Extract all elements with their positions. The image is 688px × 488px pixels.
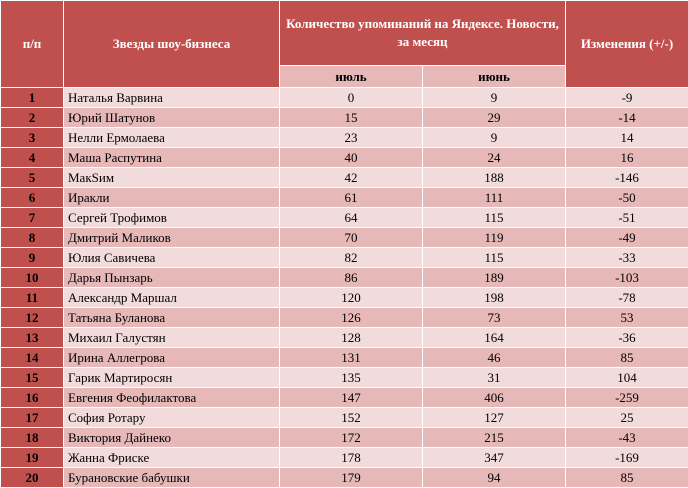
change-value: -50 [566,188,688,208]
change-value: -33 [566,248,688,268]
star-name: Нелли Ермолаева [64,128,280,148]
row-number: 6 [1,188,64,208]
table-row [1,408,688,428]
header-change: Изменения (+/-) [566,1,688,88]
july-count: 0 [280,88,423,108]
july-count: 23 [280,128,423,148]
row-number: 3 [1,128,64,148]
july-count: 152 [280,408,423,428]
june-count: 29 [423,108,566,128]
june-count: 189 [423,268,566,288]
table-row [1,268,688,288]
star-name: Жанна Фриске [64,448,280,468]
star-name: Иракли [64,188,280,208]
table-row [1,148,688,168]
june-count: 115 [423,208,566,228]
june-count: 31 [423,368,566,388]
row-number: 11 [1,288,64,308]
star-name: Наталья Варвина [64,88,280,108]
star-name: Маша Распутина [64,148,280,168]
star-name: Юрий Шатунов [64,108,280,128]
row-number: 4 [1,148,64,168]
june-count: 119 [423,228,566,248]
july-count: 172 [280,428,423,448]
july-count: 128 [280,328,423,348]
change-value: 85 [566,348,688,368]
row-number: 8 [1,228,64,248]
table-row [1,328,688,348]
star-name: Бурановские бабушки [64,468,280,488]
july-count: 135 [280,368,423,388]
row-number: 10 [1,268,64,288]
change-value: -51 [566,208,688,228]
table-row [1,448,688,468]
star-name: Юлия Савичева [64,248,280,268]
july-count: 64 [280,208,423,228]
row-number: 14 [1,348,64,368]
june-count: 198 [423,288,566,308]
june-count: 111 [423,188,566,208]
row-number: 12 [1,308,64,328]
july-count: 82 [280,248,423,268]
change-value: -14 [566,108,688,128]
star-name: Татьяна Буланова [64,308,280,328]
table-row [1,228,688,248]
star-name: Гарик Мартиросян [64,368,280,388]
table-row [1,308,688,328]
table-row [1,348,688,368]
change-value: 85 [566,468,688,488]
change-value: -78 [566,288,688,308]
june-count: 94 [423,468,566,488]
row-number: 20 [1,468,64,488]
june-count: 215 [423,428,566,448]
star-name: София Ротару [64,408,280,428]
change-value: -43 [566,428,688,448]
june-count: 188 [423,168,566,188]
june-count: 115 [423,248,566,268]
table-row [1,188,688,208]
july-count: 120 [280,288,423,308]
table-row [1,88,688,108]
header-july: июль [280,66,423,88]
star-name: Дарья Пынзарь [64,268,280,288]
row-number: 2 [1,108,64,128]
change-value: 25 [566,408,688,428]
table-row [1,288,688,308]
table-row [1,388,688,408]
change-value: -36 [566,328,688,348]
star-name: Дмитрий Маликов [64,228,280,248]
table-row [1,468,688,488]
change-value: 16 [566,148,688,168]
star-name: Виктория Дайнеко [64,428,280,448]
june-count: 24 [423,148,566,168]
star-name: Михаил Галустян [64,328,280,348]
table-row [1,128,688,148]
june-count: 9 [423,88,566,108]
july-count: 147 [280,388,423,408]
header-stars: Звезды шоу-бизнеса [64,1,280,88]
change-value: -259 [566,388,688,408]
june-count: 347 [423,448,566,468]
star-name: Евгения Феофилактова [64,388,280,408]
june-count: 164 [423,328,566,348]
change-value: -49 [566,228,688,248]
june-count: 127 [423,408,566,428]
change-value: 104 [566,368,688,388]
july-count: 40 [280,148,423,168]
row-number: 7 [1,208,64,228]
july-count: 178 [280,448,423,468]
star-name: Сергей Трофимов [64,208,280,228]
change-value: -169 [566,448,688,468]
header-june: июнь [423,66,566,88]
table-row [1,108,688,128]
row-number: 5 [1,168,64,188]
table-row [1,248,688,268]
july-count: 70 [280,228,423,248]
star-name: МакSим [64,168,280,188]
june-count: 46 [423,348,566,368]
july-count: 179 [280,468,423,488]
row-number: 15 [1,368,64,388]
header-mentions: Количество упоминаний на Яндексе. Новости, за месяц [280,1,566,66]
row-number: 17 [1,408,64,428]
july-count: 42 [280,168,423,188]
row-number: 16 [1,388,64,408]
table-row [1,368,688,388]
star-name: Александр Маршал [64,288,280,308]
change-value: -103 [566,268,688,288]
table-row [1,168,688,188]
star-name: Ирина Аллегрова [64,348,280,368]
change-value: -146 [566,168,688,188]
july-count: 15 [280,108,423,128]
july-count: 61 [280,188,423,208]
change-value: 14 [566,128,688,148]
july-count: 126 [280,308,423,328]
july-count: 86 [280,268,423,288]
header-number: п/п [1,1,64,88]
june-count: 73 [423,308,566,328]
table-row [1,428,688,448]
june-count: 406 [423,388,566,408]
row-number: 1 [1,88,64,108]
row-number: 18 [1,428,64,448]
change-value: 53 [566,308,688,328]
change-value: -9 [566,88,688,108]
june-count: 9 [423,128,566,148]
row-number: 13 [1,328,64,348]
table-row [1,208,688,228]
row-number: 19 [1,448,64,468]
july-count: 131 [280,348,423,368]
row-number: 9 [1,248,64,268]
